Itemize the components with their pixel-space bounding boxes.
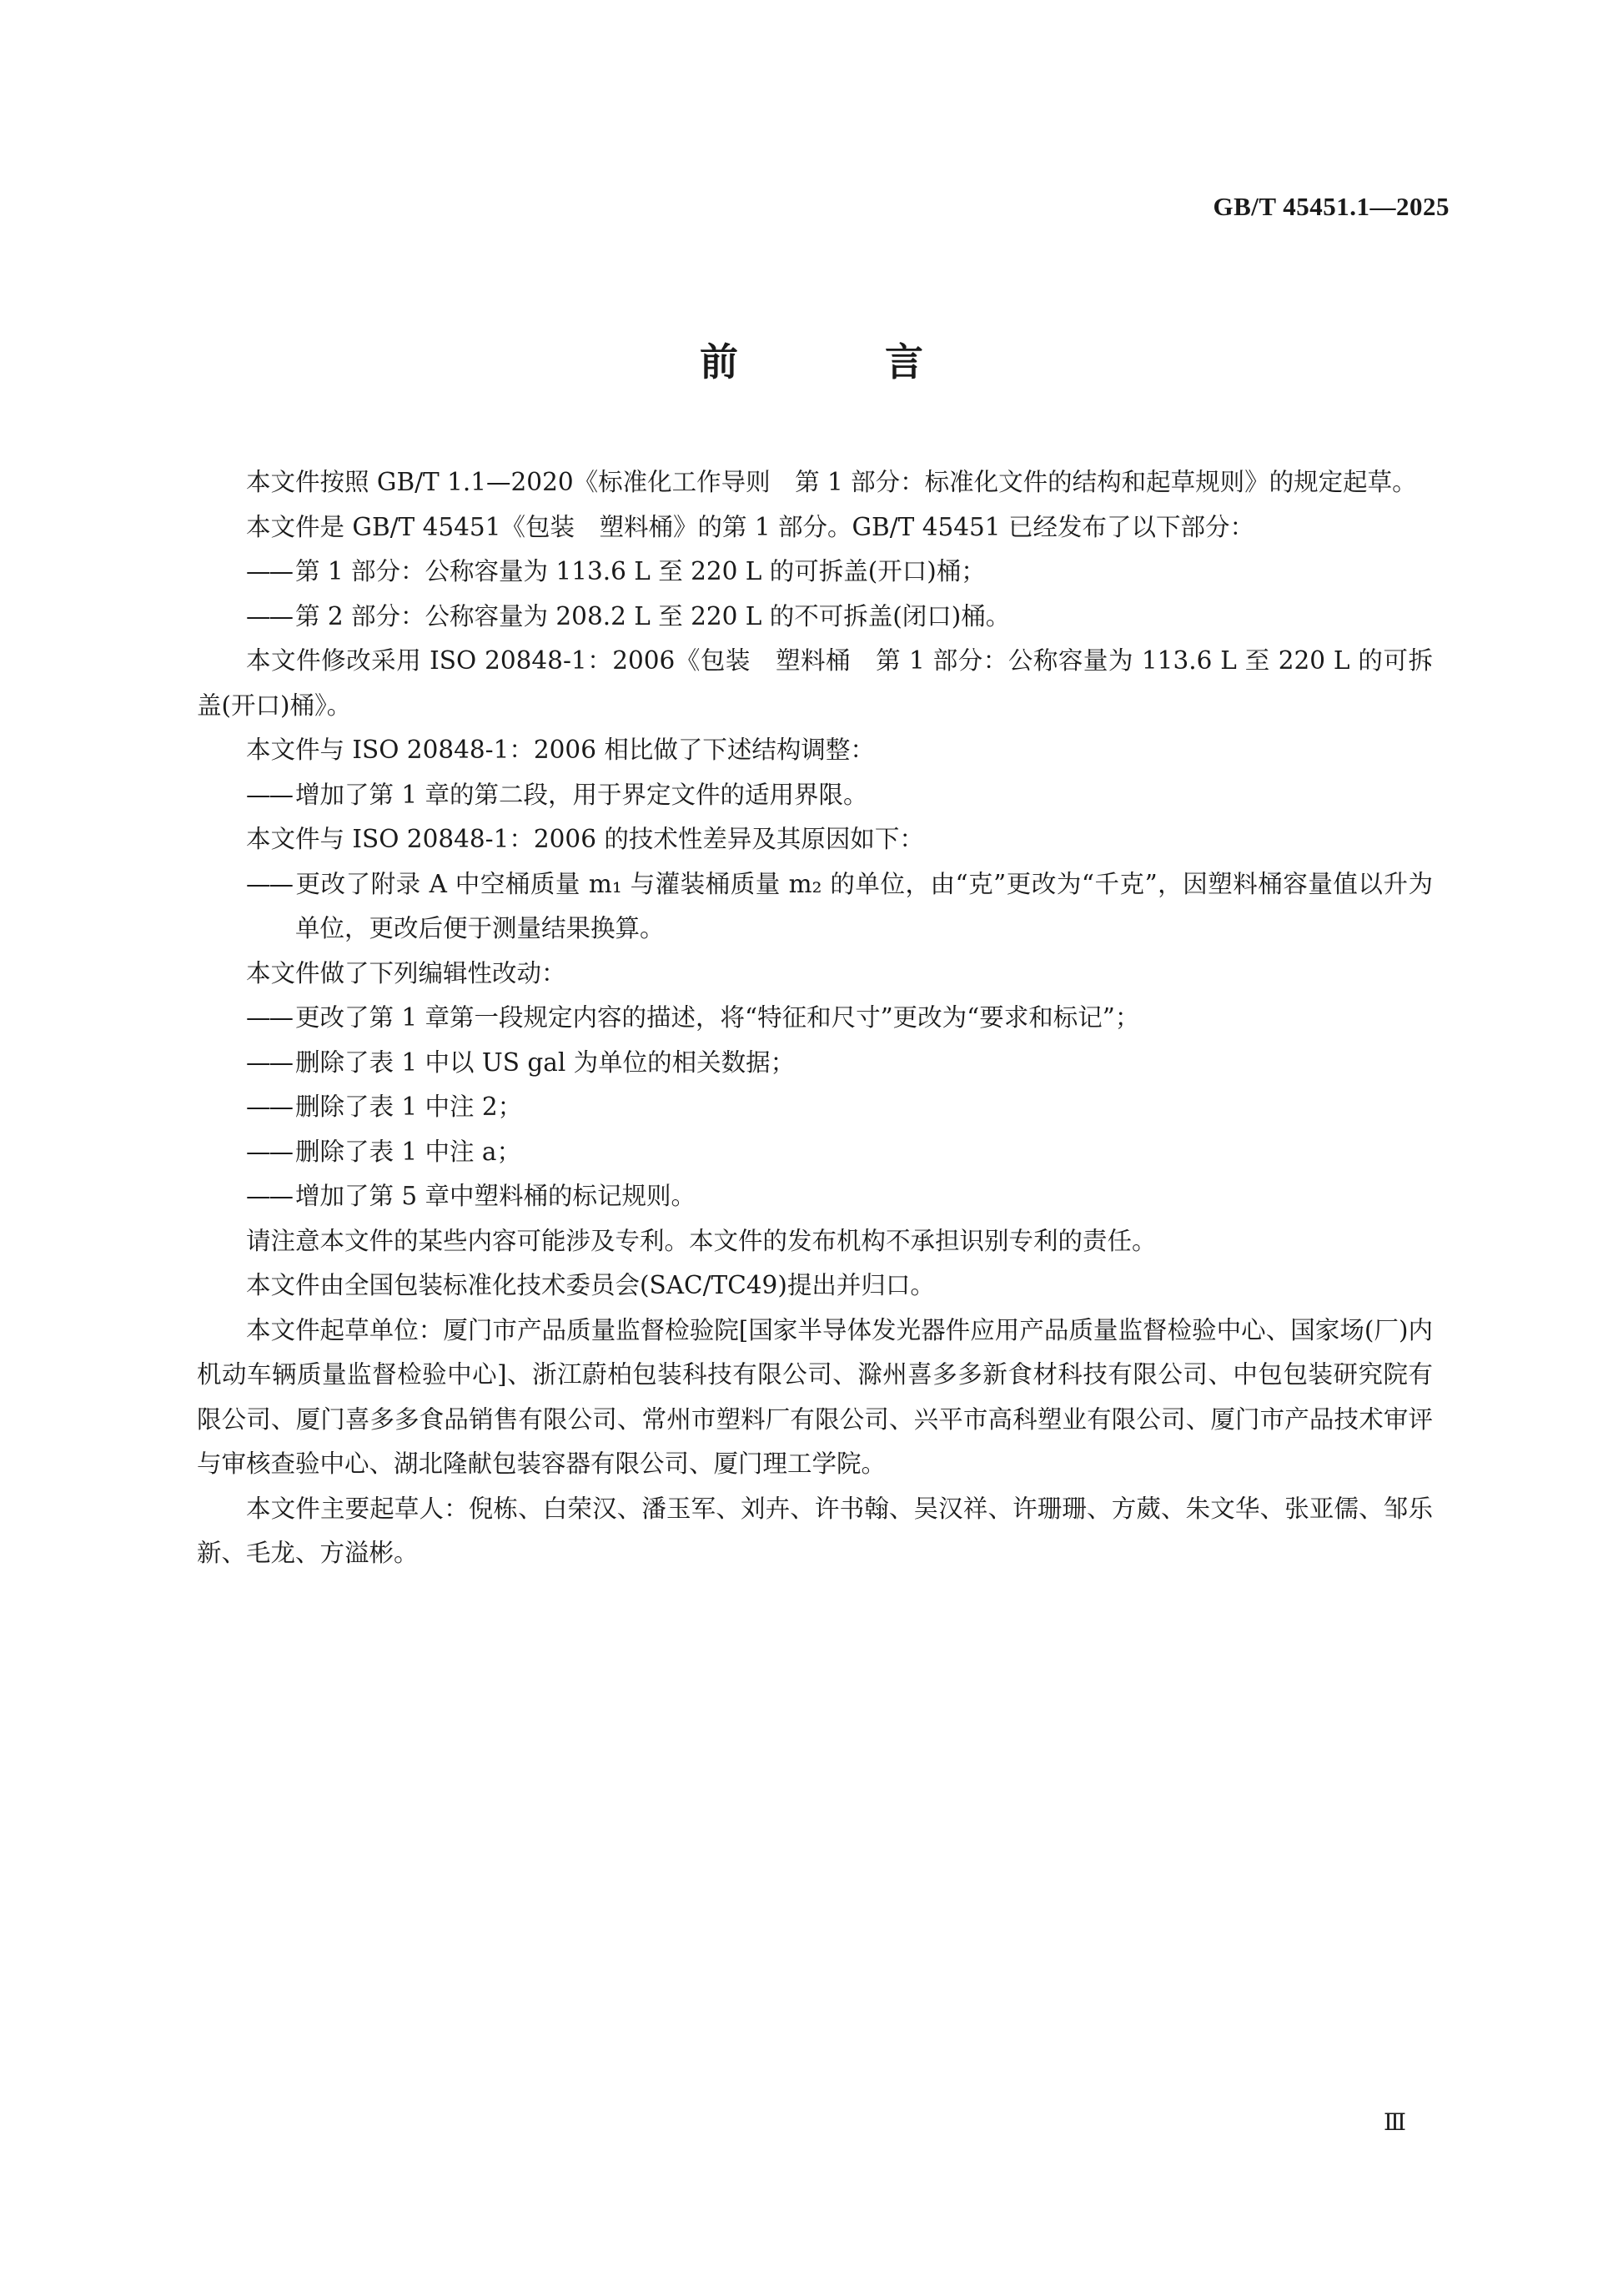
list-item-editorial-change-1: —— 更改了第 1 章第一段规定内容的描述，将“特征和尺寸”更改为“要求和标记”； xyxy=(197,996,1433,1041)
list-item-technical-difference: —— 更改了附录 A 中空桶质量 m₁ 与灌装桶质量 m₂ 的单位，由“克”更改为“千克”，因塑料桶容量值以升为单位，更改后便于测量结果换算。 xyxy=(197,862,1433,952)
dash-mark: —— xyxy=(246,869,292,898)
list-item-editorial-change-5: —— 增加了第 5 章中塑料桶的标记规则。 xyxy=(197,1174,1433,1219)
dash-mark: —— xyxy=(246,601,292,631)
list-item-editorial-change-3: —— 删除了表 1 中注 2； xyxy=(197,1085,1433,1130)
paragraph-structural-changes: 本文件与 ISO 20848-1：2006 相比做了下述结构调整： xyxy=(246,736,875,764)
paragraph-patent-notice: 请注意本文件的某些内容可能涉及专利。本文件的发布机构不承担识别专利的责任。 xyxy=(246,1226,1157,1255)
paragraph-iso-adoption: 本文件修改采用 ISO 20848-1：2006《包装 塑料桶 第 1 部分：公称容量为 113.6 L 至 220 L 的可拆盖(开口)桶》。 xyxy=(197,646,1433,720)
list-item-editorial-change-4: —— 删除了表 1 中注 a； xyxy=(197,1130,1433,1175)
list-item-part-2: —— 第 2 部分：公称容量为 208.2 L 至 220 L 的不可拆盖(闭口)桶。 xyxy=(197,595,1433,640)
dash-mark: —— xyxy=(246,1182,292,1210)
list-item-structural-change: —— 增加了第 1 章的第二段，用于界定文件的适用界限。 xyxy=(197,773,1433,818)
dash-mark: —— xyxy=(246,1003,292,1032)
list-item-part-1: —— 第 1 部分：公称容量为 113.6 L 至 220 L 的可拆盖(开口)桶； xyxy=(197,550,1433,595)
paragraph-drafting-organizations: 本文件起草单位：厦门市产品质量监督检验院[国家半导体发光器件应用产品质量监督检验中心、国家场(厂)内机动车辆质量监督检验中心]、浙江蔚柏包装科技有限公司、滁州喜多多新食材科技有限公司、中包包装研究院有限公司、厦门喜多多食品销售有限公司、常州市塑料厂有限公司、兴平市高科塑业有限公司、厦门市产品技术审评与审核查验中心、湖北隆献包装容器有限公司、厦门理工学院。 xyxy=(197,1315,1433,1478)
list-item-editorial-change-2: —— 删除了表 1 中以 US gal 为单位的相关数据； xyxy=(197,1041,1433,1086)
page-number: Ⅲ xyxy=(1383,2110,1406,2136)
document-code: GB/T 45451.1—2025 xyxy=(1213,192,1450,221)
dash-mark: —— xyxy=(246,1093,292,1121)
paragraph-committee: 本文件由全国包装标准化技术委员会(SAC/TC49)提出并归口。 xyxy=(246,1271,935,1299)
foreword-body xyxy=(197,460,1433,1576)
dash-mark: —— xyxy=(246,1137,292,1166)
paragraph-editorial-changes: 本文件做了下列编辑性改动： xyxy=(246,958,566,987)
dash-mark: —— xyxy=(246,1048,292,1077)
page-title: 前 言 xyxy=(699,339,990,384)
paragraph-drafters: 本文件主要起草人：倪栋、白荣汉、潘玉军、刘卉、许书翰、吴汉祥、许珊珊、方葳、朱文华、张亚儒、邹乐新、毛龙、方溢彬。 xyxy=(197,1494,1433,1567)
dash-mark: —— xyxy=(246,780,292,809)
paragraph-parts-intro: 本文件是 GB/T 45451《包装 塑料桶》的第 1 部分。GB/T 45451 已经发布了以下部分： xyxy=(246,512,1254,541)
paragraph-technical-differences: 本文件与 ISO 20848-1：2006 的技术性差异及其原因如下： xyxy=(246,825,924,853)
dash-mark: —— xyxy=(246,557,292,585)
paragraph-drafting-rules: 本文件按照 GB/T 1.1—2020《标准化工作导则 第 1 部分：标准化文件的结构和起草规则》的规定起草。 xyxy=(246,468,1417,496)
